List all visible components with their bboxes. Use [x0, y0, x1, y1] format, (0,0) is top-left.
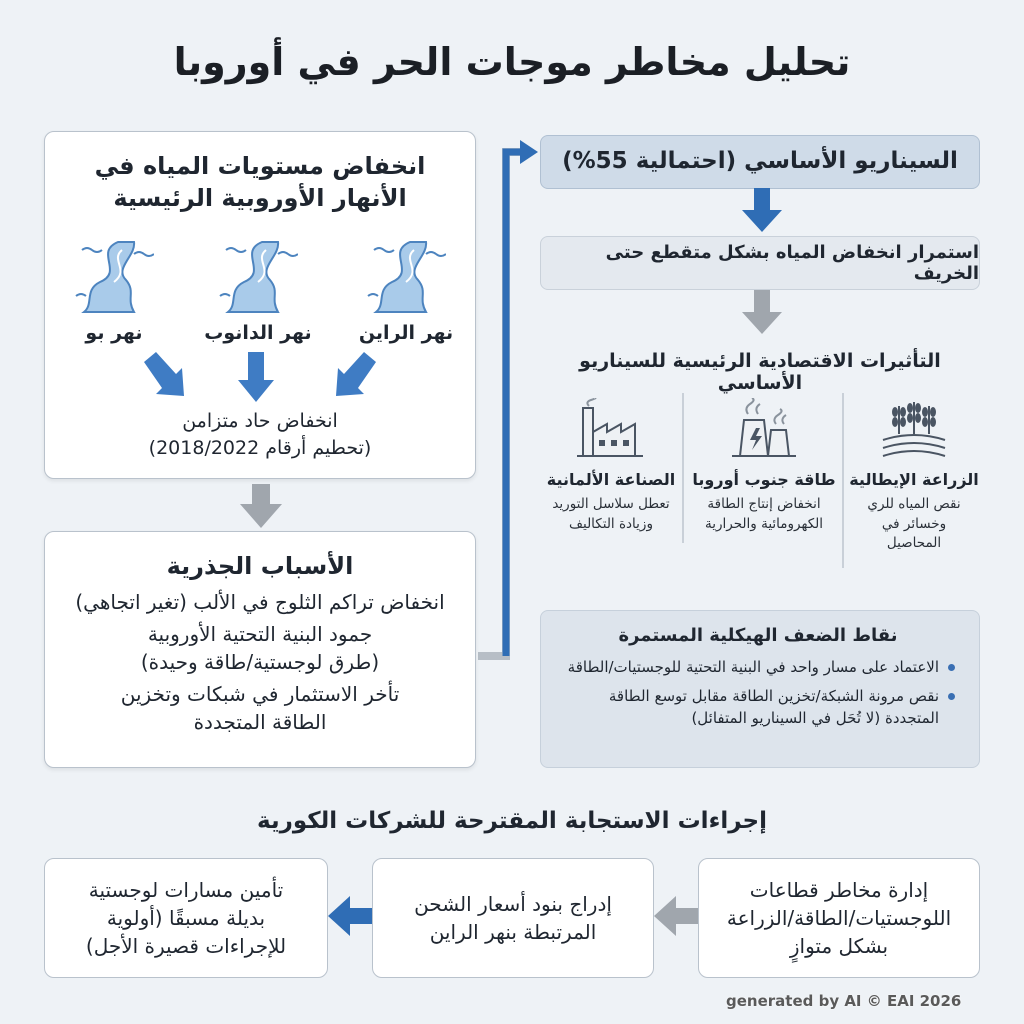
scenario-main-box	[540, 135, 980, 189]
connector-arrow	[470, 138, 540, 668]
action-line: إدراج بنود أسعار الشحن	[414, 892, 612, 916]
left-arrow-icon	[654, 894, 698, 938]
action-line: بشكل متوازٍ	[789, 934, 889, 958]
impact-desc-line: وخسائر في	[881, 515, 947, 532]
cause-item: تأخر الاستثمار في شبكات وتخزين	[120, 682, 400, 707]
river-icon	[218, 238, 298, 316]
arrow-icon	[144, 352, 184, 396]
rivers-heading-line2: الأنهار الأوروبية الرئيسية	[113, 184, 407, 213]
power-plant-icon	[728, 398, 800, 460]
weaknesses-heading: نقاط الضعف الهيكلية المستمرة	[618, 625, 898, 646]
page-title: تحليل مخاطر موجات الحر في أوروبا	[173, 40, 851, 84]
footer-credit: generated by AI © EAI 2026	[726, 992, 962, 1010]
down-arrow-icon	[740, 290, 784, 336]
scenario-step2-box	[540, 236, 980, 290]
weakness-item: نقص مرونة الشبكة/تخزين الطاقة مقابل توسع الطاقة المتجددة (لا تُحَل في السيناريو المتفائل)	[559, 685, 939, 730]
action-line: بديلة مسبقًا (أولوية	[106, 906, 266, 930]
actions-heading: إجراءات الاستجابة المقترحة للشركات الكورية	[257, 808, 767, 834]
action-line: المرتبطة بنهر الراين	[429, 920, 597, 944]
action-line: إدارة مخاطر قطاعات	[749, 878, 929, 902]
river-rhine	[351, 238, 461, 344]
impact-desc-line: نقص المياه للري	[867, 496, 961, 512]
rivers-result-line1: انخفاض حاد متزامن	[182, 410, 338, 432]
action-line: تأمين مسارات لوجستية	[88, 878, 284, 902]
left-arrow-icon	[328, 894, 372, 938]
scenario-main-label: السيناريو الأساسي (احتمالية 55%)	[562, 148, 958, 175]
causes-box	[44, 531, 476, 768]
river-po	[59, 238, 169, 344]
river-icon	[74, 238, 154, 316]
action-line: للإجراءات قصيرة الأجل)	[85, 934, 287, 958]
rivers-result-line2: (تحطيم أرقام 2018/2022)	[148, 436, 372, 459]
cause-item: الطاقة المتجددة	[193, 710, 327, 735]
impact-desc-line: انخفاض إنتاج الطاقة	[707, 496, 821, 512]
down-arrow-icon	[238, 484, 284, 530]
arrow-icon	[336, 352, 376, 396]
cause-item: جمود البنية التحتية الأوروبية	[147, 622, 373, 647]
impact-title: الزراعة الإيطالية	[849, 470, 979, 489]
action-box-alternative-routes	[44, 858, 328, 978]
river-danube	[203, 238, 313, 344]
impact-desc-line: وزيادة التكاليف	[569, 515, 653, 532]
scenario-step2-label: استمرار انخفاض المياه بشكل متقطع حتى الخريف	[605, 242, 979, 284]
river-label-danube: نهر الدانوب	[204, 322, 312, 344]
weaknesses-box	[540, 610, 980, 768]
impact-desc-line: تعطل سلاسل التوريد	[552, 496, 670, 512]
converging-arrows	[140, 352, 380, 408]
factory-icon	[575, 398, 647, 460]
action-box-risk-management	[698, 858, 980, 978]
rivers-heading-line1: انخفاض مستويات المياه في	[94, 152, 426, 180]
river-icon	[366, 238, 446, 316]
impact-energy	[690, 398, 838, 534]
impact-desc-line: الكهرومائية والحرارية	[704, 515, 824, 532]
impact-title: طاقة جنوب أوروبا	[692, 470, 836, 489]
river-label-rhine: نهر الراين	[358, 322, 454, 344]
impact-industry	[538, 398, 684, 534]
impacts-heading: التأثيرات الاقتصادية الرئيسية للسيناريو الأساسي	[579, 350, 941, 394]
arrow-icon	[238, 352, 274, 402]
impact-desc-line: المحاصيل	[886, 535, 942, 552]
causes-heading: الأسباب الجذرية	[166, 552, 354, 580]
down-arrow-icon	[740, 188, 784, 234]
action-line: اللوجستيات/الطاقة/الزراعة	[726, 906, 952, 930]
impact-agriculture	[844, 398, 984, 554]
weakness-item: الاعتماد على مسار واحد في البنية التحتية للوجستيات/الطاقة	[559, 656, 939, 679]
action-box-shipping-clauses	[372, 858, 654, 978]
cause-item: انخفاض تراكم الثلوج في الألب (تغير اتجاهي)	[75, 590, 445, 615]
impact-title: الصناعة الألمانية	[546, 470, 676, 489]
river-label-po: نهر بو	[85, 322, 143, 344]
cause-item: (طرق لوجستية/طاقة وحيدة)	[140, 650, 380, 675]
wheat-icon	[879, 398, 949, 460]
